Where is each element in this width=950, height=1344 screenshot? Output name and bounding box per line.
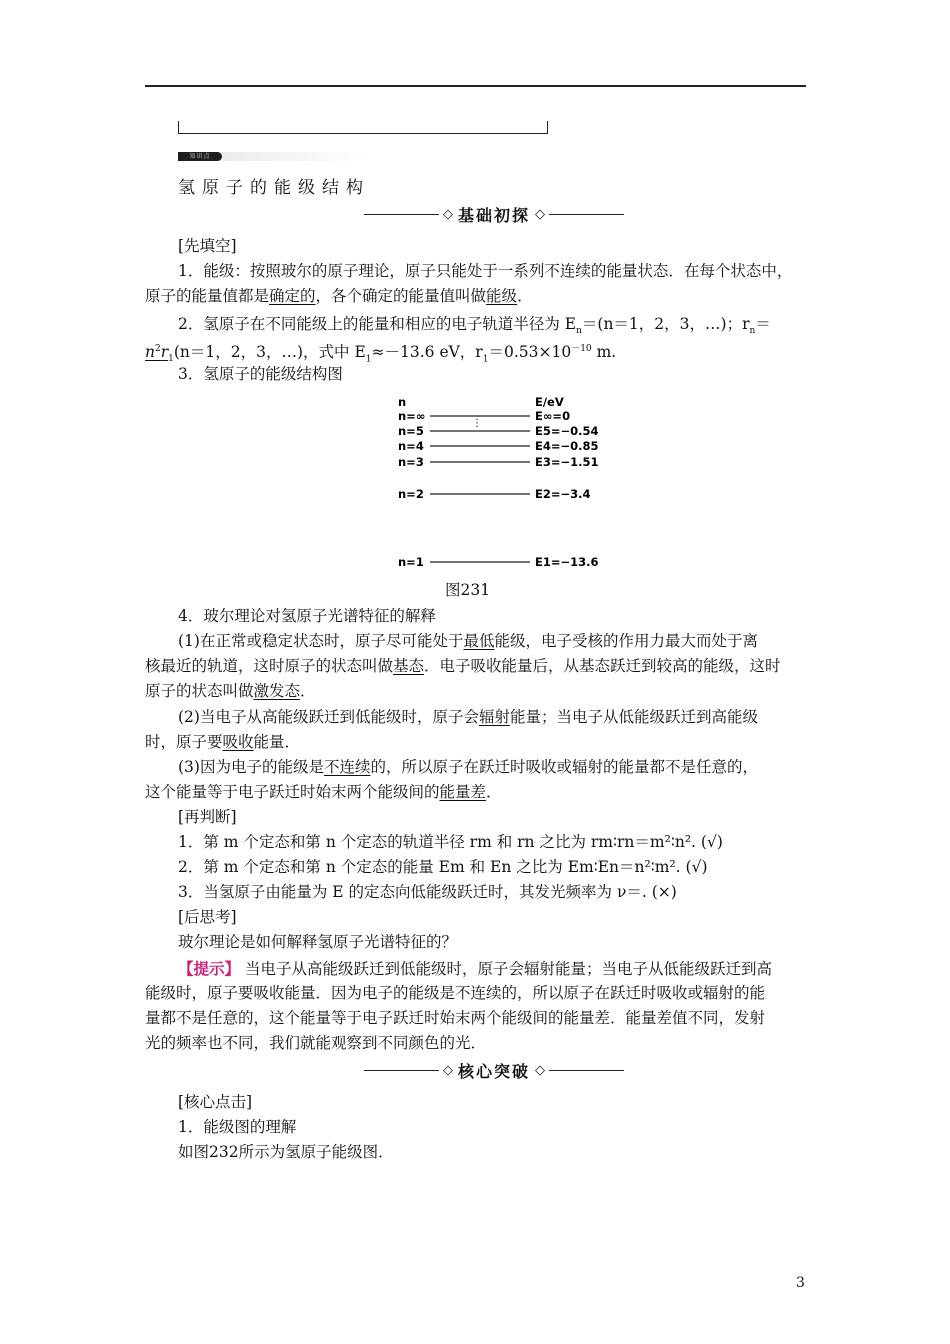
- tip-line4: 光的频率也不同，我们就能观察到不同颜色的光．: [145, 1034, 487, 1052]
- col-e-label: E/eV: [535, 395, 564, 409]
- bohr-s2-l1: (2)当电子从高能级跃迁到低能级时，原子会辐射能量；当电子从低能级跃迁到高能级: [178, 708, 758, 726]
- level-n-label: n=2: [398, 487, 424, 501]
- core-item1-text: 如图232所示为氢原子能级图．: [178, 1143, 394, 1161]
- col-n-label: n: [398, 395, 407, 409]
- bohr-title: 4．玻尔理论对氢原子光谱特征的解释: [178, 607, 436, 625]
- para2-line1: 2．氢原子在不同能级上的能量和相应的电子轨道半径为 $E_n=(n=1$，2，3，…)；$r_n=$: [178, 315, 771, 337]
- bohr-s2-l2: 时，原子要吸收能量．: [145, 733, 301, 751]
- think-question: 玻尔理论是如何解释氢原子光谱特征的？: [178, 933, 458, 951]
- bohr-s3-l2: 这个能量等于电子跃迁时始末两个能级间的能量差．: [145, 783, 502, 801]
- bohr-s1-l3: 原子的状态叫做激发态．: [145, 682, 316, 700]
- diamond-icon: ◇: [535, 206, 546, 222]
- diamond-icon: ◇: [443, 1062, 453, 1078]
- page-number: 3: [796, 1275, 805, 1291]
- dots: ⋮: [472, 418, 482, 429]
- level-n-label: n=4: [398, 439, 424, 453]
- bohr-s1-l2: 核最近的轨道，这时原子的状态叫做基态．电子吸收能量后，从基态跃迁到较高的能级，这时: [145, 657, 781, 675]
- banner-title: 基础初探: [458, 205, 531, 225]
- tip-line2: 能级时，原子要吸收能量．因为电子的能级是不连续的，所以原子在跃迁时吸收或辐射的能: [145, 984, 766, 1002]
- bohr-s1-l1: (1)在正常或稳定状态时，原子尽可能处于最低能级，电子受核的作用力最大而处于离: [178, 632, 758, 650]
- tip-line3: 量都不是任意的，这个能量等于电子跃迁时始末两个能级间的能量差．能量差值不同，发射: [145, 1009, 766, 1027]
- level-energy-label: E4=−0.85: [535, 439, 599, 453]
- label-fill: [先填空]: [178, 237, 237, 255]
- section-title: 氢原子的能级结构: [178, 178, 370, 198]
- level-n-label: n=3: [398, 455, 424, 469]
- tag-label: 知识点: [178, 152, 222, 161]
- judge-2: 2．第 m 个定态和第 n 个定态的能量 Em 和 En 之比为 Em∶En＝n²∶m². (√): [178, 858, 708, 876]
- label-judge: [再判断]: [178, 808, 237, 826]
- label-think: [后思考]: [178, 908, 237, 926]
- judge-3: 3．当氢原子由能量为 E 的定态向低能级跃迁时，其发光频率为 ν＝. (×): [178, 883, 677, 901]
- core-item1: 1．能级图的理解: [178, 1118, 297, 1136]
- header-bracket: [178, 121, 548, 134]
- banner-core: [360, 1058, 628, 1082]
- para1-line1: 1．能级：按照玻尔的原子理论，原子只能处于一系列不连续的能量状态．在每个状态中，: [178, 262, 793, 280]
- level-n-label: n=∞: [398, 409, 426, 423]
- para1-line2: 原子的能量值都是确定的，各个确定的能量值叫做能级．: [145, 287, 533, 305]
- tip-label: 【提示】: [178, 959, 241, 978]
- para3: 3．氢原子的能级结构图: [178, 365, 343, 383]
- diamond-icon: ◇: [443, 206, 453, 222]
- figure-caption: 图231: [445, 581, 491, 599]
- banner-basic: [360, 202, 628, 226]
- label-core: [核心点击]: [178, 1093, 253, 1111]
- header-rule: [145, 85, 806, 87]
- level-n-label: n=1: [398, 555, 424, 569]
- energy-level-diagram: [360, 390, 620, 575]
- level-energy-label: E3=−1.51: [535, 455, 599, 469]
- bohr-s3-l1: (3)因为电子的能级是不连续的，所以原子在跃迁时吸收或辐射的能量都不是任意的，: [178, 758, 758, 776]
- banner-title: 核心突破: [458, 1061, 531, 1081]
- level-energy-label: E∞=0: [535, 409, 571, 423]
- level-energy-label: E1=−13.6: [535, 555, 599, 569]
- tip-line1: 【提示】 当电子从高能级跃迁到低能级时，原子会辐射能量；当电子从低能级跃迁到高: [178, 959, 772, 978]
- diamond-icon: ◇: [535, 1062, 546, 1078]
- level-energy-label: E5=−0.54: [535, 424, 599, 438]
- judge-1: 1．第 m 个定态和第 n 个定态的轨道半径 rm 和 rn 之比为 rm∶rn＝m²∶n². (√): [178, 833, 723, 851]
- level-energy-label: E2=−3.4: [535, 487, 591, 501]
- level-n-label: n=5: [398, 424, 424, 438]
- para2-line2: $n^2r_1(n=1$，2，3，…)，式中 $E_1\approx-13.6$ eV，$r_1=0.53\times 10^{-10}$ m.: [145, 343, 617, 365]
